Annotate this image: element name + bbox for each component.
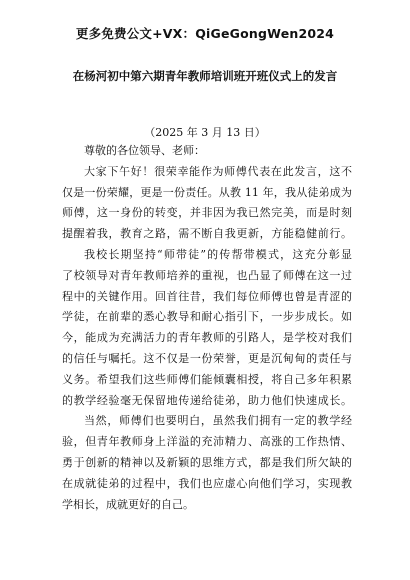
paragraph [62,245,352,411]
paragraph-line: 学徒，在前辈的悉心教导和耐心指引下，一步步成长。如 [62,310,352,324]
paragraph-line: 当然，师傅们也要明白，虽然我们拥有一定的教学经 [84,414,352,428]
document-body [62,141,352,515]
paragraph-line: 的信任与嘱托。这不仅是一份荣誉，更是沉甸甸的责任与 [62,351,352,365]
paragraph-line: 提醒着我，教育之路，需不断自我更新，方能稳健前行。 [62,227,352,241]
paragraph-line: 大家下午好！很荣幸能作为师傅代表在此发言，这不 [84,164,352,178]
paragraph-line: 师傅，这一身份的转变，并非因为我已然完美，而是时刻 [62,206,352,220]
paragraph [62,411,352,515]
paragraph-line: 勇于创新的精神以及新颖的思维方式，都是我们所欠缺的 [62,455,352,469]
paragraph-line: 了校领导对青年教师培养的重视，也凸显了师傅在这一过 [62,268,352,282]
paragraph-line: 义务。希望我们这些师傅们能倾囊相授，将自己多年积累 [62,372,352,386]
paragraph-line: 今，能成为充满活力的青年教师的引路人，是学校对我们 [62,331,352,345]
paragraph-line: 仅是一份荣耀，更是一份责任。从教 11 年，我从徒弟成为 [62,185,352,199]
document-date: （2025 年 3 月 13 日） [144,126,266,139]
document-title: 在杨河初中第六期青年教师培训班开班仪式上的发言 [72,69,338,83]
paragraph-line: 学相长，成就更好的自己。 [62,497,194,511]
paragraph-line: 在成就徒弟的过程中，我们也应虚心向他们学习，实现教 [62,476,352,490]
promo-header: 更多免费公文+VX：QiGeGongWen2024 [75,26,335,41]
salutation: 尊敬的各位领导、老师： [84,144,205,157]
paragraph-line: 我校长期坚持“师带徒”的传帮带模式，这充分彰显 [84,247,352,261]
paragraph-line: 的教学经验毫无保留地传递给徒弟，助力他们快速成长。 [62,393,352,407]
paragraph [62,162,352,245]
paragraph-line: 程中的关键作用。回首往昔，我们每位师傅也曾是青涩的 [62,289,352,303]
paragraph-line: 验，但青年教师身上洋溢的充沛精力、高涨的工作热情、 [62,435,352,449]
